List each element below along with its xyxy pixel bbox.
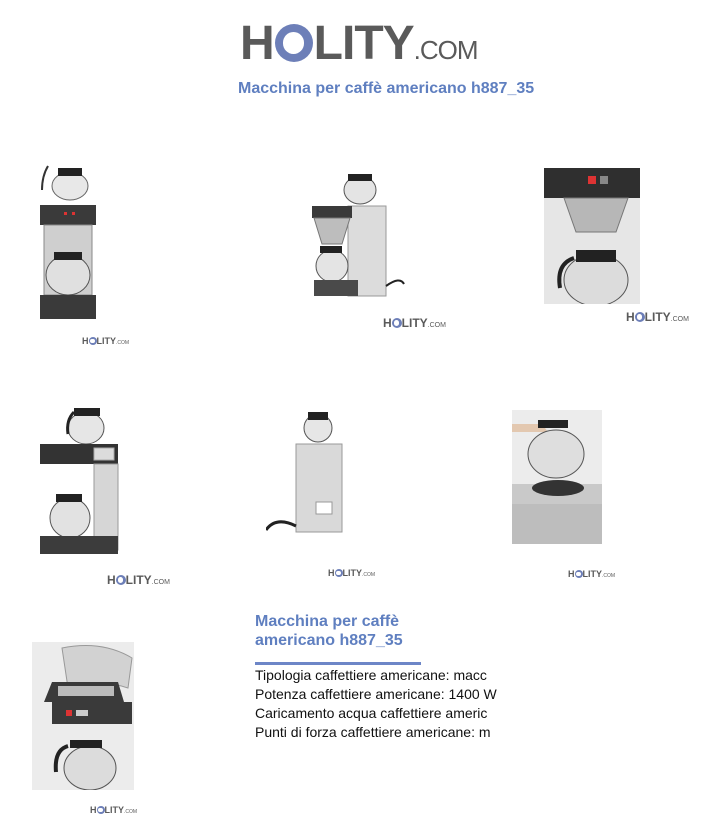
product-photo-3[interactable]	[544, 168, 640, 304]
logo-text-h: H	[240, 17, 274, 70]
product-photo-2[interactable]	[300, 170, 410, 300]
spec-item: Potenza caffettiere americane: 1400 W	[255, 686, 497, 702]
spec-list	[255, 666, 497, 742]
photo-2-logo: H LITY .COM	[383, 316, 446, 330]
photo-4-logo: H LITY .COM	[107, 573, 170, 587]
photo-1-logo: H LITY .COM	[82, 336, 130, 346]
brand-logo[interactable]	[240, 16, 478, 71]
product-photo-4[interactable]	[34, 402, 124, 558]
photo-6-logo: H LITY .COM	[568, 569, 616, 579]
spec-item: Punti di forza caffettiere americane: m	[255, 724, 491, 740]
product-photo-7[interactable]	[32, 642, 134, 790]
logo-text-lity: LITY	[313, 17, 414, 70]
product-photo-6[interactable]	[512, 410, 602, 544]
page-title: Macchina per caffè americano h887_35	[238, 80, 535, 97]
spec-item: Caricamento acqua caffettiere americ	[255, 705, 488, 721]
spec-item: Tipologia caffettiere americane: macc	[255, 667, 487, 683]
photo-3-logo: H LITY .COM	[626, 310, 689, 324]
photo-7-logo: H LITY .COM	[90, 805, 138, 815]
info-divider	[255, 662, 421, 665]
info-title: Macchina per caffè americano h887_35	[255, 613, 403, 649]
logo-domain: .COM	[413, 35, 478, 65]
logo-o-icon	[275, 24, 313, 62]
product-photo-5[interactable]	[266, 408, 356, 536]
photo-5-logo: H LITY .COM	[328, 568, 376, 578]
product-photo-1[interactable]	[30, 160, 110, 330]
